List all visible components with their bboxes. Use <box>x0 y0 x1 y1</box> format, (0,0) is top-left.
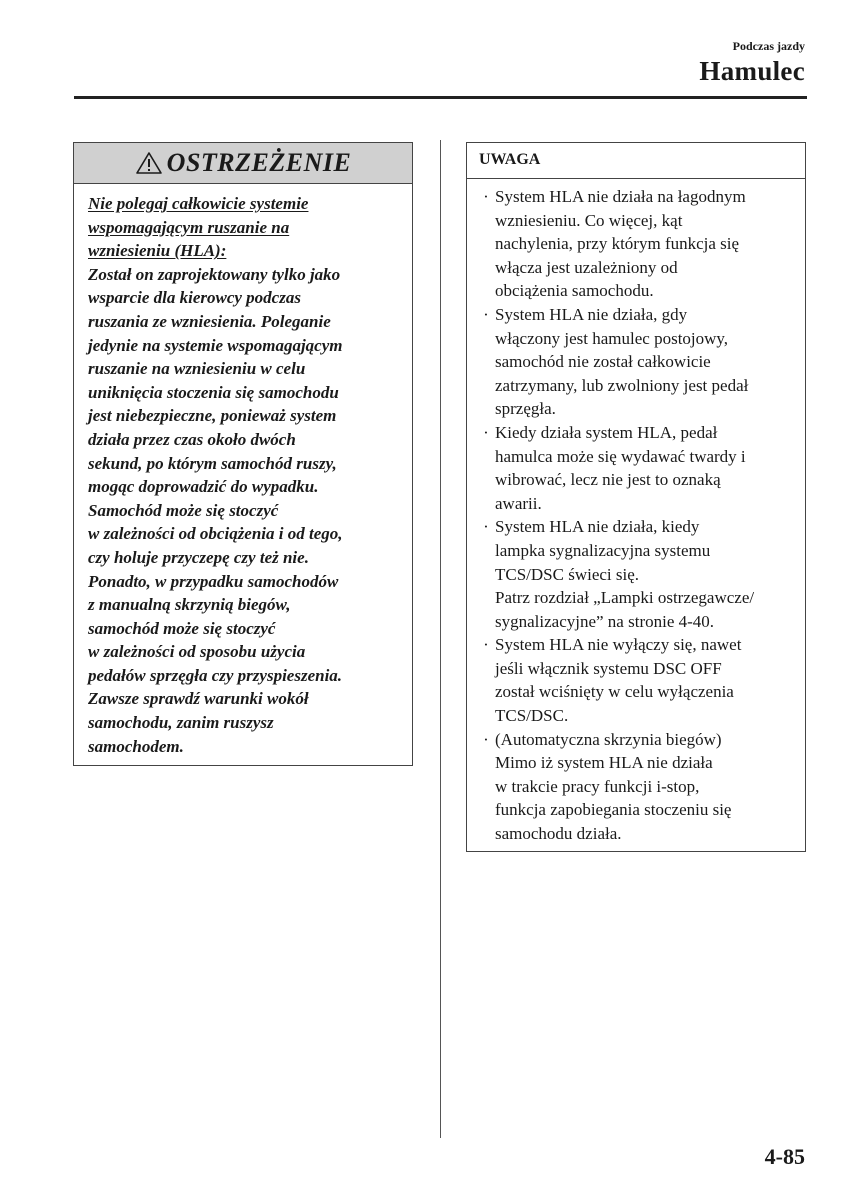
warning-text-line: samochodu, zanim ruszysz <box>88 713 274 733</box>
bullet-icon: · <box>483 304 489 324</box>
bullet-icon: · <box>483 729 489 749</box>
note-text-line: TCS/DSC świeci się. <box>495 564 640 584</box>
note-list-item <box>477 633 799 727</box>
note-text-line: włącza jest uzależniony od <box>495 257 678 277</box>
warning-text-line: z manualną skrzynią biegów, <box>88 595 291 615</box>
warning-text-line: pedałów sprzęgła czy przyspieszenia. <box>88 665 343 685</box>
warning-text-line: sekund, po którym samochód ruszy, <box>88 453 337 473</box>
bullet-icon: · <box>483 187 489 206</box>
note-item-text <box>495 633 741 727</box>
note-text-line: sprzęgła. <box>495 399 556 419</box>
warning-text-line: ruszania ze wzniesienia. Poleganie <box>88 311 331 331</box>
warning-triangle-icon <box>135 151 163 175</box>
warning-text-line: samochód może się stoczyć <box>88 618 276 638</box>
note-text-line: awarii. <box>495 493 542 513</box>
note-item-text <box>495 728 731 846</box>
warning-heading-line: Nie polegaj całkowicie systemie <box>88 194 309 213</box>
note-text-line: sygnalizacyjne” na stronie 4-40. <box>495 611 715 631</box>
note-list-item <box>477 515 799 633</box>
note-item-text <box>495 421 746 515</box>
note-item-text <box>495 185 746 303</box>
note-text-line: Patrz rozdział „Lampki ostrzegawcze/ <box>495 588 755 608</box>
warning-heading-row <box>88 216 402 240</box>
note-list-item <box>477 728 799 846</box>
warning-text-line: Ponadto, w przypadku samochodów <box>88 571 339 591</box>
warning-text-line: działa przez czas około dwóch <box>88 429 296 449</box>
warning-header <box>74 143 412 184</box>
header-rule <box>74 96 807 99</box>
note-text-line: System HLA nie działa na łagodnym <box>495 187 746 206</box>
note-text-line: samochód nie został całkowicie <box>495 352 711 372</box>
note-list-item <box>477 421 799 515</box>
note-text-line: (Automatyczna skrzynia biegów) <box>495 729 722 749</box>
note-text-line: w trakcie pracy funkcji i-stop, <box>495 776 700 796</box>
note-text-line: jeśli włącznik systemu DSC OFF <box>495 658 722 678</box>
warning-text-line: czy holuje przyczepę czy też nie. <box>88 547 309 567</box>
warning-heading-row <box>88 239 402 263</box>
note-text-line: wzniesieniu. Co więcej, kąt <box>495 210 683 230</box>
note-text-line: nachylenia, przy którym funkcja się <box>495 234 740 254</box>
warning-heading-line: wzniesieniu (HLA): <box>88 241 227 261</box>
note-text-line: obciążenia samochodu. <box>495 281 654 301</box>
warning-text-line: mogąc doprowadzić do wypadku. <box>88 477 319 497</box>
note-body <box>467 179 805 846</box>
note-text-line: System HLA nie wyłączy się, nawet <box>495 635 742 655</box>
bullet-icon: · <box>483 635 489 655</box>
warning-text-line: uniknięcia stoczenia się samochodu <box>88 382 339 402</box>
page-number: 4-85 <box>764 1144 805 1169</box>
warning-heading-row <box>88 192 402 216</box>
note-text-line: Kiedy działa system HLA, pedał <box>495 422 718 442</box>
column-divider <box>440 140 441 1138</box>
note-text-line: System HLA nie działa, gdy <box>495 304 688 324</box>
section-title: Podczas jazdy <box>732 39 805 53</box>
warning-title: OSTRZEŻENIE <box>166 148 352 177</box>
note-text-line: włączony jest hamulec postojowy, <box>495 328 729 348</box>
warning-text-line: jedynie na systemie wspomagającym <box>88 335 343 355</box>
note-list-item <box>477 185 799 303</box>
warning-body <box>74 184 412 758</box>
note-text-line: zatrzymany, lub zwolniony jest pedał <box>495 375 749 395</box>
note-text-line: hamulca może się wydawać twardy i <box>495 446 746 466</box>
note-text-line: funkcja zapobiegania stoczeniu się <box>495 800 732 820</box>
bullet-icon: · <box>483 422 489 442</box>
warning-text-line: samochodem. <box>88 736 184 756</box>
note-text-line: TCS/DSC. <box>495 706 569 726</box>
note-item-text <box>495 515 754 633</box>
warning-text-line: w zależności od obciążenia i od tego, <box>88 524 343 544</box>
warning-heading-line: wspomagającym ruszanie na <box>88 217 290 237</box>
note-text-line: samochodu działa. <box>495 824 622 844</box>
warning-text-line: Zawsze sprawdź warunki wokół <box>88 689 309 709</box>
warning-text-line: wsparcie dla kierowcy podczas <box>88 288 301 308</box>
chapter-title: Hamulec <box>699 56 805 86</box>
note-text-line: System HLA nie działa, kiedy <box>495 517 700 537</box>
warning-text-line: ruszanie na wzniesieniu w celu <box>88 359 306 379</box>
bullet-icon: · <box>483 517 489 537</box>
warning-text-line: Został on zaprojektowany tylko jako <box>88 264 341 284</box>
warning-text-line: Samochód może się stoczyć <box>88 500 279 520</box>
note-text-line: wibrować, lecz nie jest to oznaką <box>495 470 721 490</box>
note-text-line: został wciśnięty w celu wyłączenia <box>495 682 734 702</box>
note-list-item <box>477 303 799 421</box>
warning-text-line: jest niebezpieczne, ponieważ system <box>88 406 337 426</box>
warning-box <box>73 142 413 766</box>
warning-text-line: w zależności od sposobu użycia <box>88 642 306 662</box>
note-item-text <box>495 303 748 421</box>
note-text-line: Mimo iż system HLA nie działa <box>495 753 713 773</box>
note-text-line: lampka sygnalizacyjna systemu <box>495 540 711 560</box>
note-title: UWAGA <box>467 143 805 179</box>
note-box <box>466 142 806 852</box>
